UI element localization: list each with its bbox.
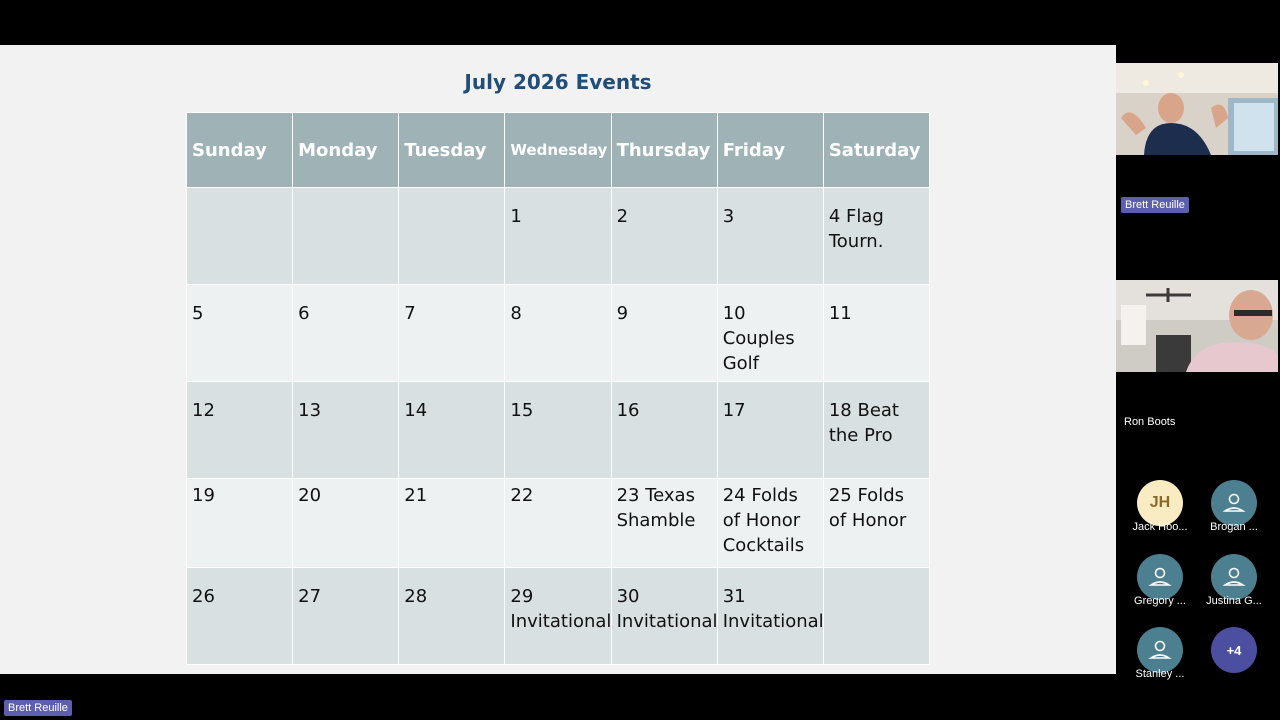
day-cell: 22 bbox=[505, 479, 611, 568]
day-cell: 11 bbox=[823, 285, 929, 382]
participant-avatar[interactable]: JH bbox=[1137, 480, 1183, 526]
participant-video-ron[interactable] bbox=[1116, 280, 1278, 372]
participant-label: Brogan ... bbox=[1210, 521, 1258, 533]
day-cell: 6 bbox=[293, 285, 399, 382]
day-cell bbox=[823, 568, 929, 665]
day-header: Thursday bbox=[611, 113, 717, 188]
day-cell: 29 Invitational bbox=[505, 568, 611, 665]
day-cell: 16 bbox=[611, 382, 717, 479]
day-cell: 27 bbox=[293, 568, 399, 665]
shared-slide bbox=[0, 45, 1116, 674]
video-feed-image bbox=[1116, 280, 1278, 372]
day-header: Tuesday bbox=[399, 113, 505, 188]
participant-name-tag: Ron Boots bbox=[1124, 416, 1176, 428]
day-header: Sunday bbox=[187, 113, 293, 188]
day-cell: 10 Couples Golf bbox=[717, 285, 823, 382]
week-row bbox=[187, 285, 930, 382]
day-cell: 13 bbox=[293, 382, 399, 479]
day-cell: 25 Folds of Honor bbox=[823, 479, 929, 568]
week-row bbox=[187, 479, 930, 568]
calendar-header-row bbox=[187, 113, 930, 188]
participant-label: Gregory ... bbox=[1134, 595, 1186, 607]
day-cell: 2 bbox=[611, 188, 717, 285]
day-cell: 28 bbox=[399, 568, 505, 665]
day-cell: 30 Invitational bbox=[611, 568, 717, 665]
day-header: Friday bbox=[717, 113, 823, 188]
week-row bbox=[187, 188, 930, 285]
participant-name-tag: Brett Reuille bbox=[1121, 197, 1189, 213]
day-cell: 23 Texas Shamble bbox=[611, 479, 717, 568]
day-header: Monday bbox=[293, 113, 399, 188]
participant-avatar[interactable] bbox=[1137, 554, 1183, 600]
day-cell bbox=[187, 188, 293, 285]
day-cell: 17 bbox=[717, 382, 823, 479]
calendar-table bbox=[186, 112, 930, 665]
day-cell: 8 bbox=[505, 285, 611, 382]
person-icon bbox=[1222, 491, 1246, 515]
person-icon bbox=[1222, 565, 1246, 589]
participant-video-brett[interactable] bbox=[1116, 63, 1278, 155]
presenter-name-tag: Brett Reuille bbox=[4, 700, 72, 716]
day-cell: 26 bbox=[187, 568, 293, 665]
day-cell bbox=[399, 188, 505, 285]
day-cell: 9 bbox=[611, 285, 717, 382]
person-icon bbox=[1148, 638, 1172, 662]
participant-label: Justina G... bbox=[1206, 595, 1262, 607]
day-cell bbox=[293, 188, 399, 285]
day-cell: 24 Folds of Honor Cocktails bbox=[717, 479, 823, 568]
participant-avatar[interactable] bbox=[1211, 480, 1257, 526]
day-cell: 7 bbox=[399, 285, 505, 382]
week-row bbox=[187, 382, 930, 479]
participant-label: Jack Hoo... bbox=[1132, 521, 1188, 533]
day-cell: 5 bbox=[187, 285, 293, 382]
day-cell: 18 Beat the Pro bbox=[823, 382, 929, 479]
participant-label: Stanley ... bbox=[1135, 668, 1185, 680]
day-cell: 4 Flag Tourn. bbox=[823, 188, 929, 285]
day-cell: 15 bbox=[505, 382, 611, 479]
video-feed-image bbox=[1116, 63, 1278, 155]
day-cell: 1 bbox=[505, 188, 611, 285]
day-cell: 31 Invitational bbox=[717, 568, 823, 665]
week-row bbox=[187, 568, 930, 665]
day-cell: 12 bbox=[187, 382, 293, 479]
day-cell: 20 bbox=[293, 479, 399, 568]
person-icon bbox=[1148, 565, 1172, 589]
day-header: Wednesday bbox=[505, 113, 611, 188]
slide-title: July 2026 Events bbox=[464, 70, 652, 94]
day-header: Saturday bbox=[823, 113, 929, 188]
participant-avatar[interactable] bbox=[1137, 627, 1183, 673]
day-cell: 21 bbox=[399, 479, 505, 568]
day-cell: 14 bbox=[399, 382, 505, 479]
more-participants-button[interactable]: +4 bbox=[1211, 627, 1257, 673]
day-cell: 19 bbox=[187, 479, 293, 568]
day-cell: 3 bbox=[717, 188, 823, 285]
participant-avatar[interactable] bbox=[1211, 554, 1257, 600]
